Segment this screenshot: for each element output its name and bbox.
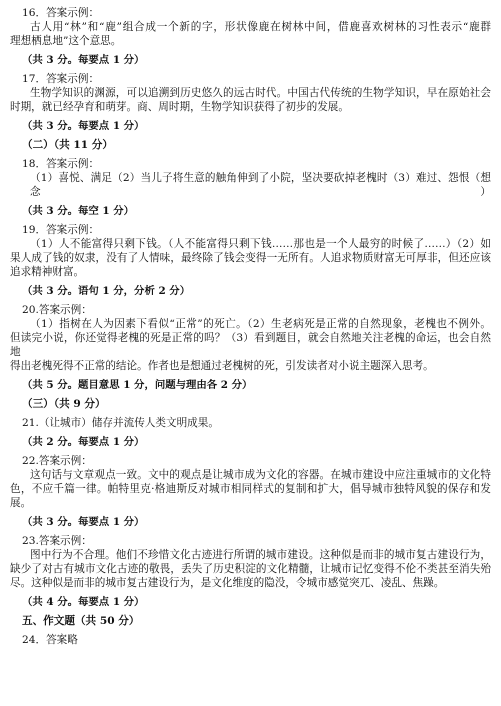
q19-scoring-note: （共 3 分。语句 1 分，分析 2 分） bbox=[22, 285, 191, 297]
q18-scoring-note: （共 3 分。每空 1 分） bbox=[22, 205, 135, 217]
q19-answer-line-2: 果人成了钱的奴隶，没有了人情味，最终除了钱会变得一无所有。人追求物质财富无可厚非，但还应该 bbox=[10, 252, 491, 264]
q20-answer-line-2: 但读完小说，你还觉得老槐的死是正常的吗？（3）看到题目，就会自然地关注老槐的命运，也会自然地 bbox=[10, 332, 491, 358]
q21-scoring-note: （共 2 分。每要点 1 分） bbox=[22, 436, 145, 448]
q17-answer-line-2: 时期，就已经孕育和萌芽。商、周时期，生物学知识获得了初步的发展。 bbox=[10, 101, 349, 113]
q16-scoring-note: （共 3 分。每要点 1 分） bbox=[22, 54, 145, 66]
q18-answer-line-1: （1）喜悦、满足（2）当儿子将生意的触角伸到了小院，坚决要砍掉老槐时（3）难过、怨恨（想念） bbox=[30, 172, 491, 198]
q17-heading: 17．答案示例： bbox=[22, 73, 100, 85]
q20-answer-line-1: （1）指树在人为因素下看似“正常”的死亡。（2）生老病死是正常的自然现象，老槐也不例外。 bbox=[30, 318, 491, 330]
q16-answer-line-2: 理想栖息地”这个意思。 bbox=[10, 35, 122, 47]
q22-answer-line-2: 色，不应千篇一律。帕特里克·格迪斯反对城市相同样式的复制和扩大，倡导城市独特风貌的保存和发 bbox=[10, 483, 491, 495]
q23-answer-line-1: 图中行为不合理。他们不珍惜文化古迹进行所谓的城市建设。这种似是而非的城市复古建设行为， bbox=[30, 549, 491, 561]
q23-scoring-note: （共 4 分。每要点 1 分） bbox=[22, 596, 145, 608]
q24-answer: 24．答案略 bbox=[22, 634, 78, 646]
q17-scoring-note: （共 3 分。每要点 1 分） bbox=[22, 120, 145, 132]
q20-answer-line-3: 得出老槐死得不正常的结论。作者也是想通过老槐树的死，引发读者对小说主题深入思考。 bbox=[10, 360, 434, 372]
q20-heading: 20.答案示例： bbox=[22, 304, 92, 316]
q22-answer-line-3: 展。 bbox=[10, 497, 32, 509]
q22-scoring-note: （共 3 分。每要点 1 分） bbox=[22, 516, 145, 528]
q20-scoring-note: （共 5 分。题目意思 1 分，问题与理由各 2 分） bbox=[22, 379, 253, 391]
q18-heading: 18．答案示例： bbox=[22, 158, 100, 170]
q22-answer-line-1: 这句话与文章观点一致。文中的观点是让城市成为文化的容器。在城市建设中应注重城市的文化特 bbox=[30, 469, 491, 481]
q19-heading: 19．答案示例： bbox=[22, 224, 100, 236]
section-two-heading: （二）（共 11 分） bbox=[22, 139, 113, 151]
q23-heading: 23.答案示例： bbox=[22, 535, 92, 547]
q19-answer-line-1: （1）人不能富得只剩下钱。（人不能富得只剩下钱……那也是一个人最穷的时候了……）（2）如 bbox=[30, 238, 491, 250]
section-five-heading: 五、作文题（共 50 分） bbox=[22, 615, 140, 627]
q23-answer-line-3: 尽。这种似是而非的城市复古建设行为，是文化维度的隐没，令城市感觉突兀、凌乱、焦躁。 bbox=[10, 577, 445, 589]
q21-answer: 21.（让城市）储存并流传人类文明成果。 bbox=[22, 417, 219, 429]
q22-heading: 22.答案示例： bbox=[22, 455, 92, 467]
section-three-heading: （三）（共 9 分） bbox=[22, 398, 106, 410]
q19-answer-line-3: 追求精神财富。 bbox=[10, 266, 85, 278]
q16-heading: 16．答案示例： bbox=[22, 7, 100, 19]
q16-answer-line-1: 古人用“林”和“鹿”组合成一个新的字，形状像鹿在树林中间，借鹿喜欢树林的习性表示“鹿群 bbox=[30, 21, 491, 33]
q17-answer-line-1: 生物学知识的渊源，可以追溯到历史悠久的远古时代。中国古代传统的生物学知识，早在原始社会 bbox=[30, 87, 491, 99]
q23-answer-line-2: 缺少了对古有城市文化古迹的敬畏，丢失了历史积淀的文化精髓，让城市记忆变得不伦不类甚至消失殆 bbox=[10, 563, 491, 575]
